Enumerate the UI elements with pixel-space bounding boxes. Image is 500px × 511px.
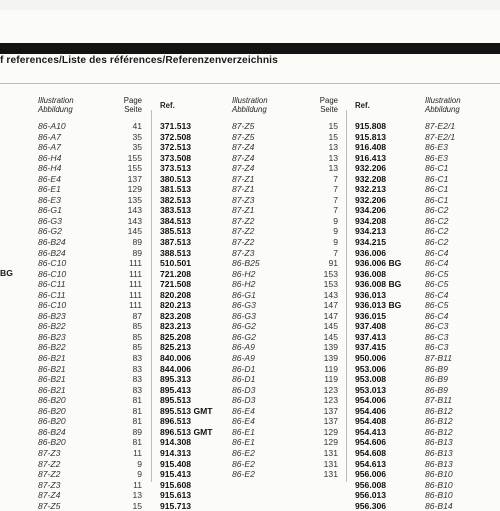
illustration-cell: 86-E4: [232, 416, 255, 427]
page-cell: 147: [323, 310, 338, 321]
page-cell: 155: [127, 163, 142, 174]
illustration-cell: 86-C5: [425, 279, 449, 290]
page-cell: 83: [132, 363, 142, 374]
illustration-cell: 86-B21: [38, 384, 66, 395]
illustration-cell: 86-A9: [232, 353, 255, 364]
title-rule: [0, 83, 500, 84]
illustration-cell: 86-B12: [425, 416, 453, 427]
illustration-cell: 86-B23: [38, 310, 66, 321]
header-illustration-left: Illustration: [38, 96, 74, 105]
illustration-cell: 86-B24: [38, 237, 66, 248]
reference-cell: 936.006 BG: [355, 258, 402, 269]
illustration-cell: 86-C11: [38, 289, 66, 300]
page-cell: 145: [323, 331, 338, 342]
illustration-cell: 86-D3: [232, 395, 256, 406]
illustration-cell: 86-G2: [232, 331, 256, 342]
reference-cell: 915.813: [355, 131, 387, 142]
page-cell: 85: [132, 342, 142, 353]
reference-cell: 820.208: [160, 289, 192, 300]
reference-cell: 953.013: [355, 384, 387, 395]
illustration-cell: 87-Z1: [232, 205, 255, 216]
reference-cell: 825.208: [160, 331, 192, 342]
page-cell: 137: [323, 416, 338, 427]
illustration-cell: 86-B10: [425, 479, 453, 490]
header-seite-left: Seite: [124, 105, 142, 114]
page-cell: 89: [132, 426, 142, 437]
reference-cell: 825.213: [160, 342, 192, 353]
illustration-cell: 86-G1: [38, 205, 62, 216]
illustration-cell: 86-H4: [38, 152, 62, 163]
reference-cell: 387.513: [160, 237, 192, 248]
reference-cell: 510.501: [160, 258, 192, 269]
illustration-cell: 86-A10: [38, 121, 66, 131]
illustration-cell: 86-B9: [425, 384, 448, 395]
illustration-cell: 86-B10: [425, 469, 453, 480]
reference-cell: 937.408: [355, 321, 387, 332]
reference-cell: 950.006: [355, 353, 387, 364]
reference-cell: 840.006: [160, 353, 192, 364]
reference-cell: 934.208: [355, 215, 387, 226]
page-cell: 89: [132, 237, 142, 248]
reference-cell: 934.206: [355, 205, 387, 216]
reference-cell: 381.513: [160, 184, 192, 195]
illustration-cell: 86-B20: [38, 395, 66, 406]
illustration-cell: 86-C4: [425, 289, 449, 300]
page-cell: 7: [333, 173, 338, 184]
header-seite-right: Seite: [320, 105, 338, 114]
page-cell: 143: [323, 289, 338, 300]
reference-cell: 915.413: [160, 469, 192, 480]
header-abbildung-mid: Abbildung: [232, 105, 267, 114]
page-cell: 129: [323, 437, 338, 448]
illustration-cell: 86-B13: [425, 458, 453, 469]
illustration-cell: 86-G3: [232, 300, 256, 311]
page-cell: 123: [323, 395, 338, 406]
illustration-cell: 87-Z4: [38, 490, 61, 501]
page-cell: 83: [132, 384, 142, 395]
page-cell: 131: [323, 458, 338, 469]
illustration-cell: 86-D1: [232, 363, 256, 374]
illustration-cell: 86-E3: [38, 194, 61, 205]
illustration-cell: 86-C4: [425, 258, 449, 269]
reference-cell: 916.413: [355, 152, 387, 163]
reference-cell: 388.513: [160, 247, 192, 258]
illustration-cell: 86-B9: [425, 363, 448, 374]
reference-cell: 915.408: [160, 458, 192, 469]
page-cell: 129: [323, 426, 338, 437]
page-cell: 135: [127, 194, 142, 205]
illustration-cell: 87-Z4: [232, 163, 255, 174]
reference-cell: 956.306: [355, 500, 387, 511]
illustration-cell: 86-B13: [425, 447, 453, 458]
column-separator: [346, 110, 347, 482]
reference-cell: 954.413: [355, 426, 387, 437]
illustration-cell: 86-E3: [425, 152, 448, 163]
header-illustration-mid: Illustration: [232, 96, 268, 105]
illustration-cell: 86-C5: [425, 268, 449, 279]
illustration-cell: 86-B9: [425, 374, 448, 385]
illustration-cell: 86-B25: [232, 258, 260, 269]
reference-cell: 372.508: [160, 131, 192, 142]
illustration-cell: 87-B11: [425, 353, 453, 364]
reference-cell: 380.513: [160, 173, 192, 184]
illustration-cell: 87-E2/1: [425, 131, 456, 142]
mid-illustration-column: [232, 121, 260, 480]
illustration-cell: 86-H2: [232, 279, 256, 290]
reference-cell: 895.513: [160, 395, 192, 406]
page-cell: 83: [132, 353, 142, 364]
reference-cell: 721.208: [160, 268, 192, 279]
reference-cell: 936.015: [355, 310, 387, 321]
reference-cell: 915.808: [355, 121, 387, 131]
page-cell: 11: [133, 479, 142, 490]
illustration-cell: 87-Z3: [38, 479, 61, 490]
reference-cell: 932.206: [355, 163, 387, 174]
illustration-cell: 86-B20: [38, 437, 66, 448]
reference-cell: 372.513: [160, 142, 192, 153]
reference-cell: 932.206: [355, 194, 387, 205]
illustration-cell: 86-E4: [232, 405, 255, 416]
page-cell: 119: [324, 363, 338, 374]
illustration-cell: 86-B21: [38, 353, 66, 364]
reference-cell: 896.513: [160, 416, 192, 427]
illustration-cell: 87-Z2: [38, 458, 61, 469]
header-black-bar: [0, 43, 500, 54]
illustration-cell: 86-B21: [38, 363, 66, 374]
left-page-column: [110, 121, 142, 511]
reference-cell: 896.513 GMT: [160, 426, 213, 437]
reference-cell: 382.513: [160, 194, 192, 205]
page-cell: 9: [333, 226, 338, 237]
reference-cell: 932.213: [355, 184, 387, 195]
page-cell: 9: [137, 469, 142, 480]
illustration-cell: 86-C3: [425, 342, 449, 353]
page-cell: 13: [328, 142, 338, 153]
page-cell: 13: [328, 152, 338, 163]
page-cell: 15: [132, 500, 142, 511]
page-cell: 81: [132, 395, 142, 406]
page-cell: 81: [132, 437, 142, 448]
illustration-cell: 86-C1: [425, 173, 449, 184]
header-illustration-right: Illustration: [425, 96, 461, 105]
illustration-cell: 86-G1: [232, 289, 256, 300]
illustration-cell: 86-C4: [425, 247, 449, 258]
page-cell: 111: [128, 268, 142, 279]
illustration-cell: 86-D1: [232, 374, 256, 385]
illustration-cell: 86-C2: [425, 237, 449, 248]
illustration-cell: 86-A7: [38, 131, 61, 142]
illustration-cell: 87-Z1: [232, 173, 255, 184]
reference-cell: 934.213: [355, 226, 387, 237]
illustration-cell: 86-D3: [232, 384, 256, 395]
illustration-cell: 86-C1: [425, 163, 449, 174]
right-illustration-column: [425, 121, 455, 511]
illustration-cell: 86-C2: [425, 215, 449, 226]
page-cell: 15: [328, 121, 338, 131]
page-cell: 83: [132, 374, 142, 385]
illustration-cell: 86-E2: [232, 458, 255, 469]
page-cell: 139: [323, 342, 338, 353]
reference-cell: 954.613: [355, 458, 387, 469]
illustration-cell: 86-C3: [425, 321, 449, 332]
page-cell: 137: [323, 405, 338, 416]
illustration-cell: 86-H4: [38, 163, 62, 174]
page-cell: 9: [333, 215, 338, 226]
illustration-cell: 87-Z5: [232, 121, 255, 131]
illustration-cell: 86-B13: [425, 437, 453, 448]
illustration-cell: 86-B24: [38, 247, 66, 258]
page-cell: 11: [133, 447, 142, 458]
illustration-cell: 86-H2: [232, 268, 256, 279]
right-page-column: [306, 121, 338, 480]
page-cell: 89: [132, 247, 142, 258]
illustration-cell: 86-B10: [425, 490, 453, 501]
illustration-cell: 86-G2: [232, 321, 256, 332]
illustration-cell: 86-E4: [38, 173, 61, 184]
page-cell: 9: [137, 458, 142, 469]
header-ref-left: Ref.: [160, 101, 175, 110]
illustration-cell: 86-E1: [38, 184, 61, 195]
reference-cell: 914.313: [160, 447, 192, 458]
page-cell: 129: [127, 184, 142, 195]
page-cell: 81: [132, 405, 142, 416]
illustration-cell: 87-Z2: [232, 237, 255, 248]
page-cell: 143: [127, 205, 142, 216]
illustration-cell: 87-Z4: [232, 152, 255, 163]
illustration-cell: 86-C10: [38, 268, 67, 279]
illustration-cell: 86-B20: [38, 416, 66, 427]
illustration-cell: 86-C3: [425, 331, 449, 342]
page-cell: 111: [128, 300, 142, 311]
page-cell: 35: [132, 142, 142, 153]
illustration-cell: 87-Z3: [232, 247, 255, 258]
header-abbildung-right: Abbildung: [425, 105, 460, 114]
reference-cell: 953.008: [355, 374, 387, 385]
page-cell: 153: [323, 268, 338, 279]
left-edge-fragment: BG: [0, 268, 13, 278]
reference-cell: 371.513: [160, 121, 192, 131]
page-cell: 41: [132, 121, 142, 131]
illustration-cell: 87-Z1: [232, 184, 255, 195]
header-ref-right: Ref.: [355, 101, 370, 110]
illustration-cell: 86-A7: [38, 142, 61, 153]
reference-cell: 385.513: [160, 226, 192, 237]
reference-cell: 820.213: [160, 300, 192, 311]
page-cell: 7: [333, 194, 338, 205]
reference-cell: 915.613: [160, 490, 192, 501]
page-cell: 131: [323, 469, 338, 480]
header-page-left: Page: [123, 96, 142, 105]
illustration-cell: 86-E3: [425, 142, 448, 153]
reference-cell: 936.013: [355, 289, 387, 300]
header-page-right: Page: [319, 96, 338, 105]
page-top-margin: [0, 0, 500, 10]
illustration-cell: 86-A9: [232, 342, 255, 353]
illustration-cell: 86-E2: [232, 469, 255, 480]
column-separator: [151, 110, 152, 482]
reference-cell: 936.008: [355, 268, 387, 279]
page-cell: 147: [323, 300, 338, 311]
page-cell: 137: [127, 173, 142, 184]
reference-cell: 936.008 BG: [355, 279, 402, 290]
illustration-cell: 86-B23: [38, 331, 66, 342]
reference-cell: 895.513 GMT: [160, 405, 213, 416]
reference-cell: 956.008: [355, 479, 387, 490]
reference-cell: 954.006: [355, 395, 387, 406]
illustration-cell: 86-E1: [232, 437, 255, 448]
illustration-cell: 86-B22: [38, 342, 66, 353]
illustration-cell: 87-E2/1: [425, 121, 456, 131]
illustration-cell: 86-G3: [232, 310, 256, 321]
reference-cell: 844.006: [160, 363, 192, 374]
page-cell: 7: [333, 205, 338, 216]
page-cell: 7: [333, 247, 338, 258]
page-cell: 81: [132, 416, 142, 427]
illustration-cell: 86-C11: [38, 279, 66, 290]
page-cell: 85: [132, 321, 142, 332]
left-ref-column: [160, 121, 213, 511]
illustration-cell: 86-C10: [38, 258, 67, 269]
reference-cell: 373.513: [160, 163, 192, 174]
illustration-cell: 86-B21: [38, 374, 66, 385]
reference-cell: 954.606: [355, 437, 387, 448]
reference-cell: 937.413: [355, 331, 387, 342]
reference-cell: 934.215: [355, 237, 387, 248]
illustration-cell: 86-C1: [425, 194, 449, 205]
illustration-cell: 86-C4: [425, 310, 449, 321]
illustration-cell: 86-B12: [425, 426, 453, 437]
reference-cell: 936.013 BG: [355, 300, 402, 311]
page-cell: 85: [132, 331, 142, 342]
page-cell: 145: [323, 321, 338, 332]
page-cell: 153: [323, 279, 338, 290]
illustration-cell: 87-Z2: [38, 469, 61, 480]
right-ref-column: [355, 121, 401, 511]
illustration-cell: 86-G2: [38, 226, 62, 237]
illustration-cell: 86-G3: [38, 215, 62, 226]
page-cell: 87: [132, 310, 142, 321]
reference-cell: 895.413: [160, 384, 192, 395]
page-cell: 111: [128, 258, 142, 269]
page-cell: 15: [328, 131, 338, 142]
reference-cell: 932.208: [355, 173, 387, 184]
page-cell: 155: [127, 152, 142, 163]
left-illustration-column: [38, 121, 66, 511]
illustration-cell: 86-B12: [425, 405, 453, 416]
page-cell: 131: [323, 447, 338, 458]
illustration-cell: 87-B11: [425, 395, 453, 406]
reference-cell: 895.313: [160, 374, 192, 385]
illustration-cell: 87-Z2: [232, 215, 255, 226]
reference-cell: 953.006: [355, 363, 387, 374]
page-cell: 139: [323, 353, 338, 364]
reference-cell: 956.006: [355, 469, 387, 480]
illustration-cell: 87-Z3: [38, 447, 61, 458]
illustration-cell: 86-C10: [38, 300, 67, 311]
reference-cell: 916.408: [355, 142, 387, 153]
page-cell: 91: [328, 258, 338, 269]
illustration-cell: 86-C1: [425, 184, 449, 195]
illustration-cell: 86-E2: [232, 447, 255, 458]
reference-cell: 937.415: [355, 342, 387, 353]
page-cell: 145: [127, 226, 142, 237]
reference-cell: 373.508: [160, 152, 192, 163]
reference-cell: 954.608: [355, 447, 387, 458]
illustration-cell: 87-Z5: [38, 500, 61, 511]
reference-cell: 936.006: [355, 247, 387, 258]
reference-cell: 914.308: [160, 437, 192, 448]
reference-cell: 823.208: [160, 310, 192, 321]
page-cell: 13: [328, 163, 338, 174]
reference-cell: 721.508: [160, 279, 192, 290]
illustration-cell: 86-C2: [425, 226, 449, 237]
reference-cell: 954.408: [355, 416, 387, 427]
reference-cell: 915.713: [160, 500, 192, 511]
page-cell: 143: [127, 215, 142, 226]
page-cell: 7: [333, 184, 338, 195]
reference-cell: 383.513: [160, 205, 192, 216]
illustration-cell: 86-C5: [425, 300, 449, 311]
illustration-cell: 86-B24: [38, 426, 66, 437]
reference-cell: 915.608: [160, 479, 192, 490]
illustration-cell: 87-Z5: [232, 131, 255, 142]
page-cell: 35: [132, 131, 142, 142]
reference-cell: 823.213: [160, 321, 192, 332]
illustration-cell: 86-B20: [38, 405, 66, 416]
page-cell: 111: [128, 289, 142, 300]
reference-cell: 384.513: [160, 215, 192, 226]
illustration-cell: 86-C2: [425, 205, 449, 216]
page-cell: 111: [128, 279, 142, 290]
page-cell: 123: [323, 384, 338, 395]
illustration-cell: 87-Z3: [232, 194, 255, 205]
page-cell: 13: [132, 490, 142, 501]
header-abbildung-left: Abbildung: [38, 105, 73, 114]
reference-cell: 954.406: [355, 405, 387, 416]
reference-cell: 956.013: [355, 490, 387, 501]
page-cell: 119: [324, 374, 338, 385]
illustration-cell: 86-B14: [425, 500, 453, 511]
illustration-cell: 86-E1: [232, 426, 255, 437]
page-cell: 9: [333, 237, 338, 248]
illustration-cell: 87-Z4: [232, 142, 255, 153]
illustration-cell: 87-Z2: [232, 226, 255, 237]
page-title: f references/Liste des références/Referenzenverzeichnis: [0, 55, 278, 66]
illustration-cell: 86-B22: [38, 321, 66, 332]
